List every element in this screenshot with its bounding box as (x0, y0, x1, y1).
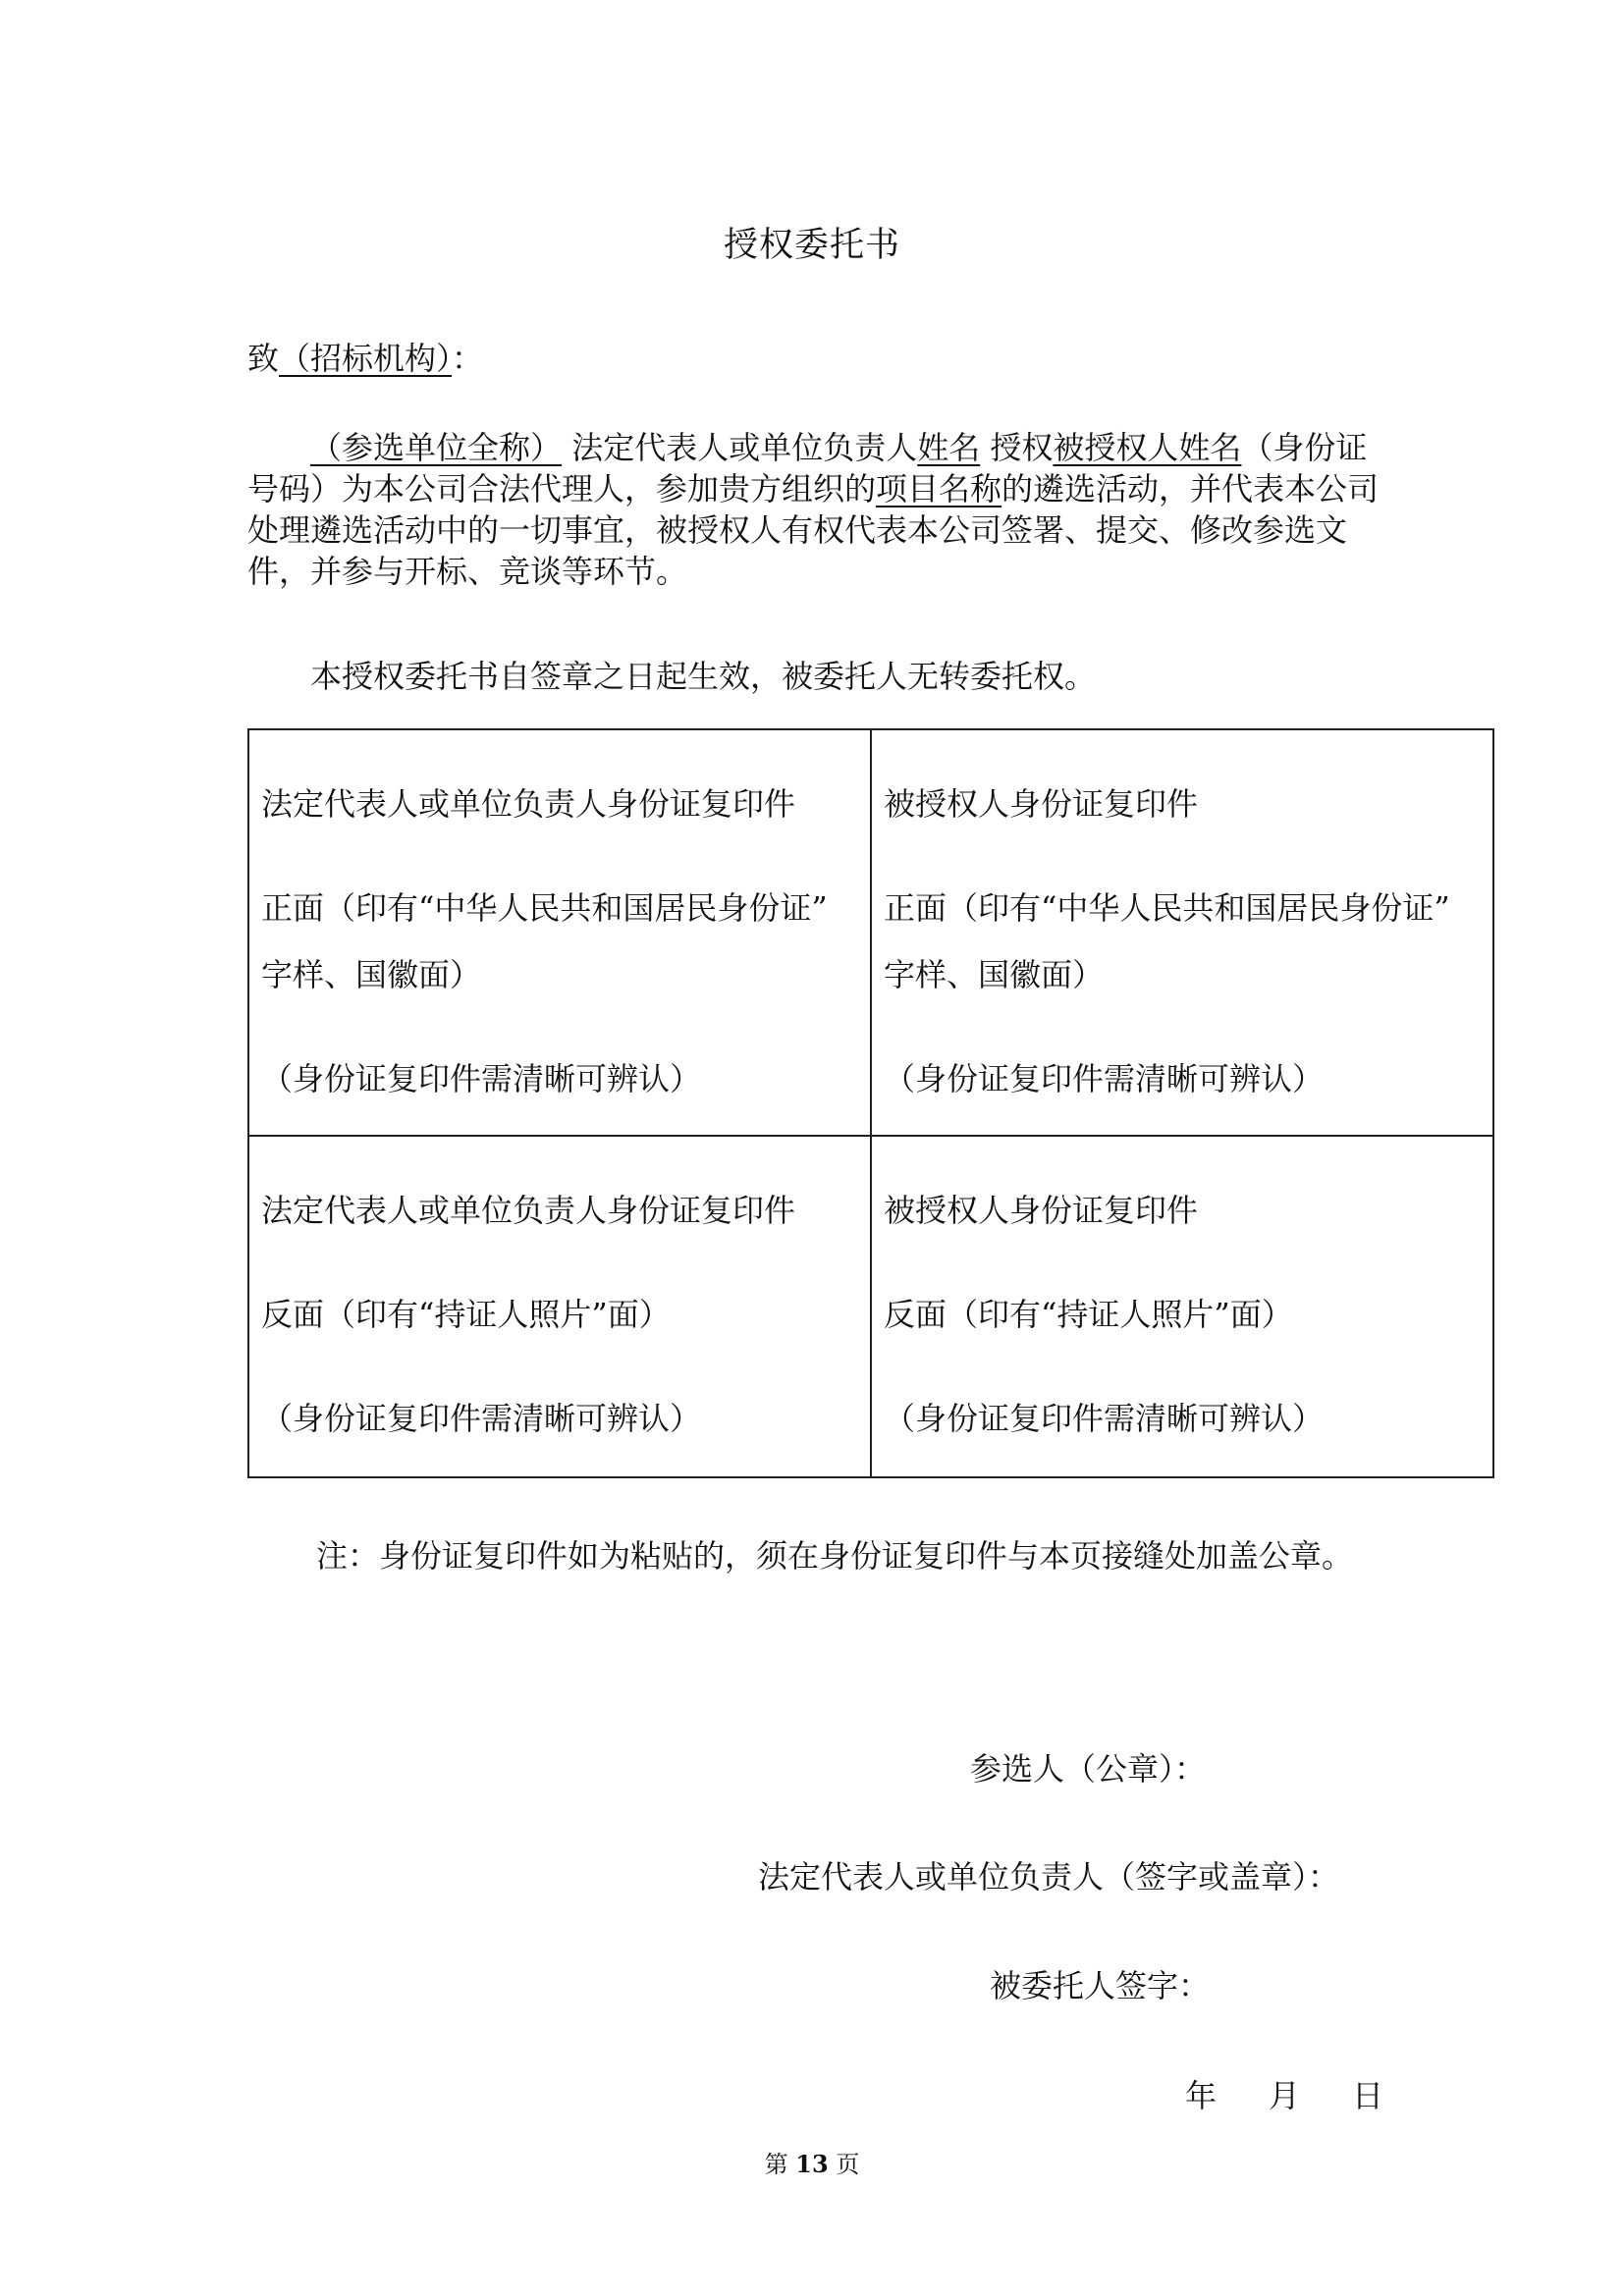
agent-signature-line: 被委托人签字： (990, 1967, 1211, 2004)
cell-remark: （身份证复印件需清晰可辨认） (261, 1060, 702, 1097)
cell-remark: （身份证复印件需清晰可辨认） (261, 1400, 702, 1437)
cell-heading: 被授权人身份证复印件 (884, 785, 1199, 823)
project-name-blank: 项目名称 (876, 470, 1002, 507)
footer-prefix: 第 (764, 2151, 788, 2178)
legal-rep-name-blank: 姓名 (917, 429, 981, 466)
cell-line: 字样、国徽面） (261, 956, 482, 993)
document-title: 授权委托书 (723, 226, 900, 265)
validity-text: 本授权委托书自签章之日起生效，被委托人无转委托权。 (310, 658, 1097, 695)
participant-seal-line: 参选人（公章）： (970, 1750, 1207, 1788)
cell-remark: （身份证复印件需清晰可辨认） (884, 1060, 1325, 1097)
salutation-suffix: ： (452, 340, 484, 377)
paragraph-text-4: 的遴选活动，并代表本公司处理遴选活动中的一切事宜，被授权人有权代表本公司签署、提交、修改参选文件，并参与开标、竞谈等环节。 (247, 470, 1380, 590)
legal-rep-id-front-cell (248, 729, 871, 1136)
cell-line: 反面（印有“持证人照片”面） (884, 1296, 1293, 1333)
cell-line: 正面（印有“中华人民共和国居民身份证” (884, 889, 1450, 927)
footer-suffix: 页 (836, 2151, 860, 2178)
seal-note: 注：身份证复印件如为粘贴的，须在身份证复印件与本页接缝处加盖公章。 (316, 1537, 1354, 1575)
paragraph-text-1: 法定代表人或单位负责人 (571, 429, 918, 466)
cell-remark: （身份证复印件需清晰可辨认） (884, 1400, 1325, 1437)
validity-paragraph (247, 656, 1386, 697)
unit-name-blank: （参选单位全称） (310, 429, 563, 466)
date-year: 年 (1185, 2077, 1218, 2114)
table-row-back (248, 1136, 1493, 1477)
cell-heading: 法定代表人或单位负责人身份证复印件 (261, 785, 796, 823)
cell-line: 反面（印有“持证人照片”面） (261, 1296, 671, 1333)
date-day: 日 (1352, 2077, 1384, 2114)
paragraph-text-2: 授权 (990, 429, 1054, 466)
salutation (247, 334, 483, 379)
cell-heading: 被授权人身份证复印件 (884, 1192, 1199, 1229)
page-footer (0, 2145, 1624, 2179)
paragraph-text-3: （身份证号码）为本公司合法代理人，参加贵方组织的 (247, 429, 1368, 507)
legal-rep-signature-line: 法定代表人或单位负责人（签字或盖章）： (758, 1858, 1340, 1896)
authorization-paragraph (247, 427, 1386, 592)
agent-name-blank: 被授权人姓名 (1053, 429, 1242, 466)
cell-line: 字样、国徽面） (884, 956, 1105, 993)
page-number: 13 (795, 2150, 829, 2178)
table-row-front (248, 729, 1493, 1136)
salutation-recipient: （招标机构） (279, 340, 453, 377)
agent-id-back-cell (871, 1136, 1493, 1477)
agent-id-front-cell (871, 729, 1493, 1136)
legal-rep-id-back-cell (248, 1136, 871, 1477)
date-month: 月 (1269, 2077, 1301, 2114)
salutation-prefix: 致 (247, 340, 280, 377)
cell-heading: 法定代表人或单位负责人身份证复印件 (261, 1192, 796, 1229)
cell-line: 正面（印有“中华人民共和国居民身份证” (261, 889, 828, 927)
id-copy-table (247, 728, 1494, 1478)
